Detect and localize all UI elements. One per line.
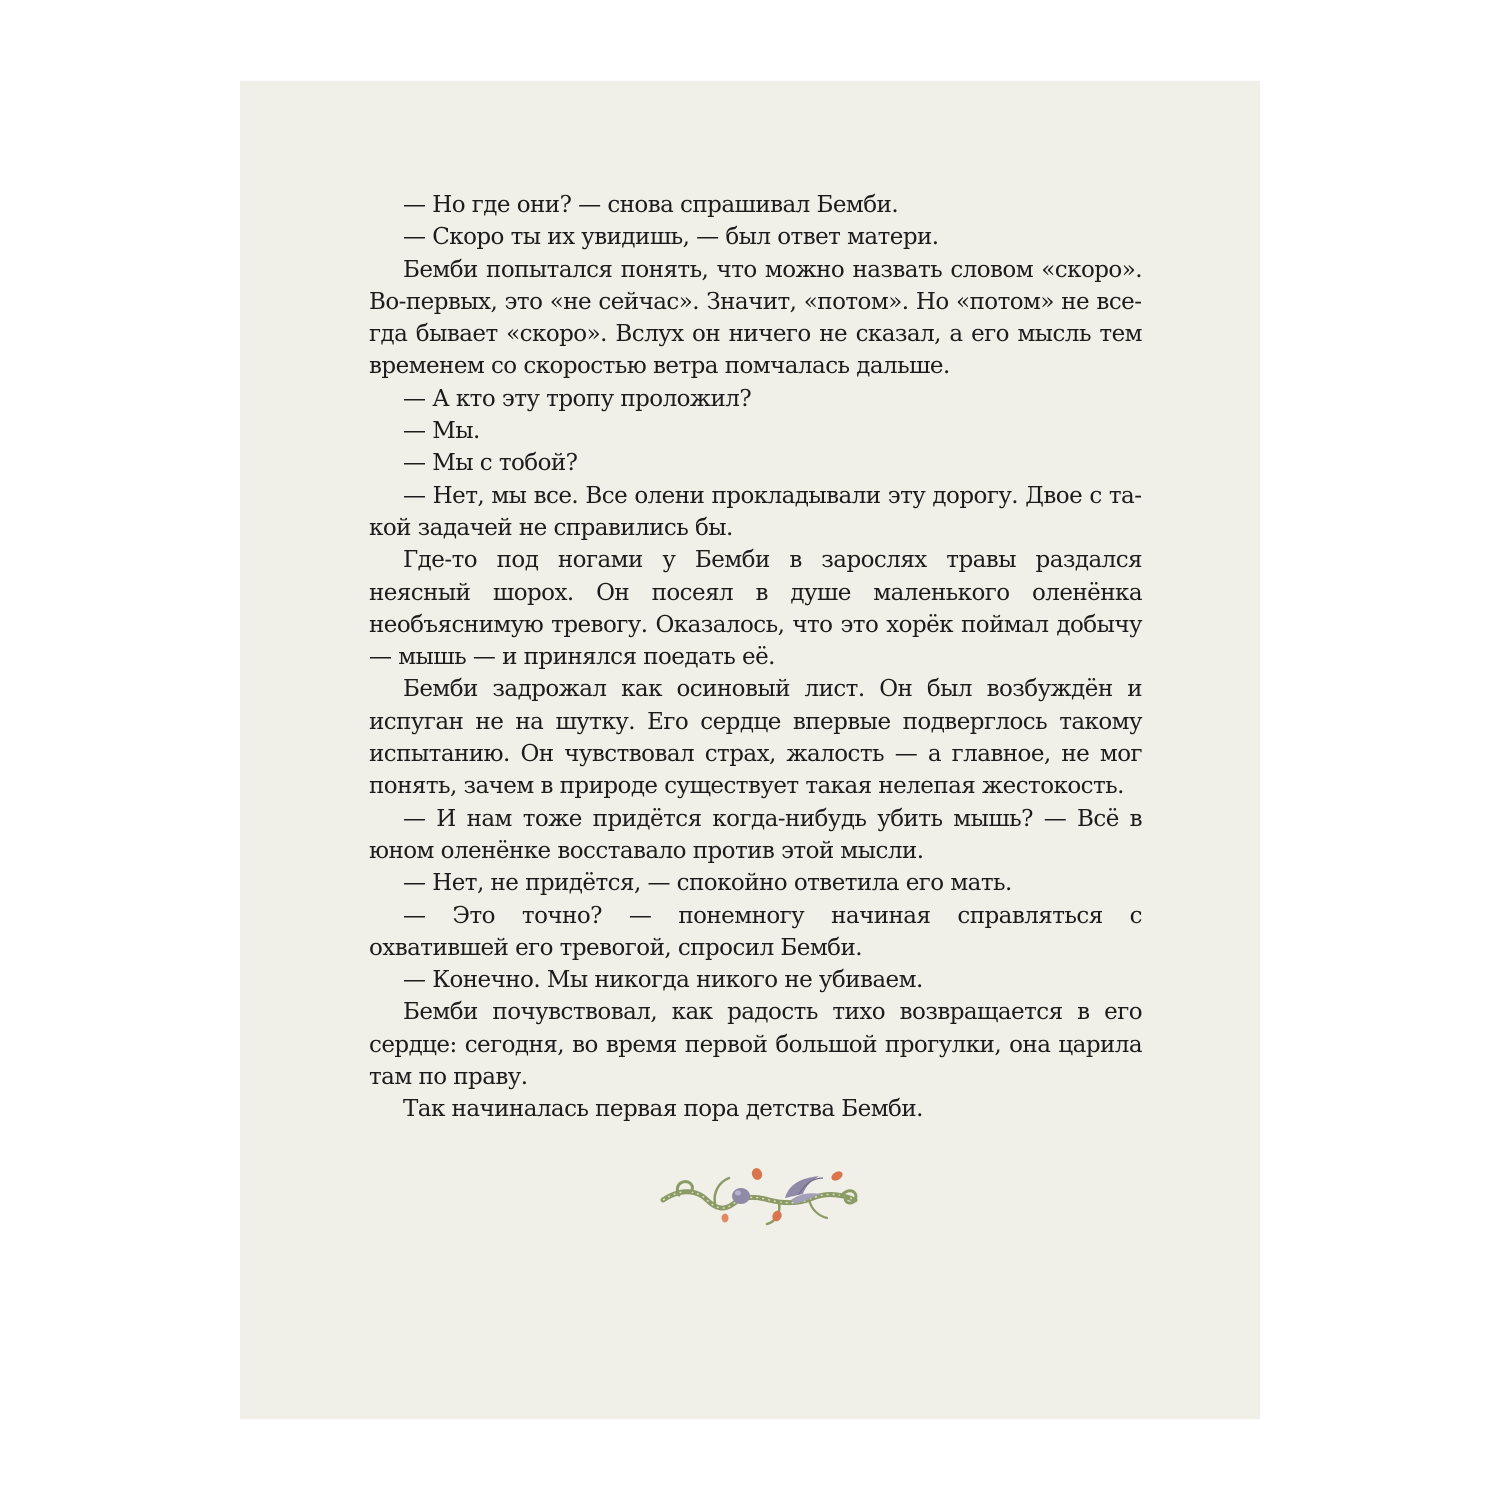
paragraph: Так начиналась первая пора детства Бемби. [403,1096,923,1123]
paragraph: Где-то под ногами у Бемби в зарослях травы раздался неясный шорох. Он посеял в душе маленького оленёнка необъяснимую тревогу. Оказалось, что это хорёк поймал добычу — мышь — и принялся поедать её. [369,547,1142,671]
paragraph: — Это точно? — понемногу начиная справляться с охватившей его тревогой, спросил Бемби. [369,902,1142,961]
paragraph: — Нет, не придётся, — спокойно ответила его мать. [403,870,1012,897]
paragraph: Бемби задрожал как осиновый лист. Он был возбуждён и испуган не на шутку. Его сердце впервые подверглось такому испытанию. Он чувствовал страх, жалость — а главное, не мог понять, зачем в природе существует такая нелепая жестокость. [369,676,1142,800]
paragraph: — И нам тоже придётся когда-нибудь убить мышь? — Всё в юном оленёнке восставало против этой мысли. [369,805,1142,864]
paragraph: — Скоро ты их увидишь, — был ответ матери. [403,224,939,251]
book-page [240,81,1260,1419]
page-text [369,189,1142,1126]
paragraph: Бемби почувствовал, как радость тихо возвращается в его сердце: сегодня, во время первой большой прогулки, она царила там по праву. [369,999,1142,1091]
paragraph: — Мы с тобой? [403,450,578,477]
paragraph: — Нет, мы все. Все олени прокладывали эту дорогу. Двое с такой задачей не справились бы. [369,482,1142,541]
paragraph: — Мы. [403,418,480,445]
floral-vine-icon [659,1164,864,1230]
paragraph: — Конечно. Мы никогда никого не убиваем. [403,967,923,994]
paragraph: — А кто эту тропу проложил? [403,385,752,412]
paragraph: — Но где они? — снова спрашивал Бемби. [403,192,899,218]
paragraph: Бемби попытался понять, что можно назвать словом «скоро». Во-первых, это «не сейчас». Значит, «потом». Но «потом» не всегда бывает «скоро». Вслух он ничего не сказал, а его мысль тем временем со скоростью ветра помчалась дальше. [369,256,1142,380]
